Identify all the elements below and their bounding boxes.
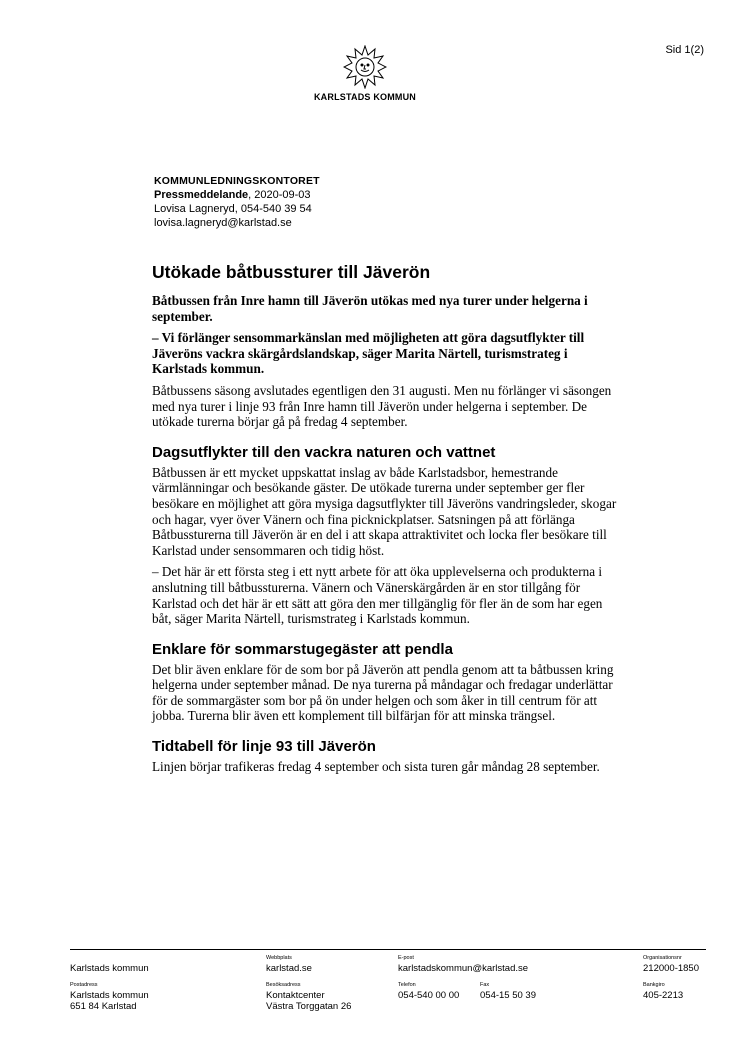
footer-visit-line-1: Kontaktcenter	[266, 990, 325, 1001]
section-heading-3: Tidtabell för linje 93 till Jäverön	[152, 738, 376, 756]
contact-line: Lovisa Lagneryd, 054-540 39 54	[154, 203, 312, 215]
article	[152, 262, 622, 781]
footer-phone: 054-540 00 00	[398, 990, 460, 1001]
section-heading-2: Enklare för sommarstugegäster att pendla	[152, 640, 453, 658]
footer-bankgiro: 405-2213	[643, 990, 684, 1001]
doc-date: , 2020-09-03	[248, 189, 311, 201]
lead-paragraph-1: Båtbussen från Inre hamn till Jäverön utökas med nya turer under helgerna i september.	[152, 293, 588, 324]
footer-post-line-2: 651 84 Karlstad	[70, 1001, 137, 1012]
footer-orgnr-label: Organisationsnr	[643, 955, 682, 961]
footer-orgnr: 212000-1850	[643, 963, 699, 974]
footer-fax: 054-15 50 39	[480, 990, 536, 1001]
body-paragraph-1: Båtbussens säsong avslutades egentligen den 31 augusti. Men nu förlänger vi säsongen med nya turer i linje 93 från Inre hamn till Jäverön under helgerna i september. De utökade turerna börjar gå på fredag 4 september.	[152, 382, 612, 430]
footer-web-label: Webbplats	[266, 955, 292, 961]
logo-text: KARLSTADS KOMMUN	[313, 92, 417, 102]
body-paragraph-4: Det blir även enklare för de som bor på Jäverön att pendla genom att ta båtbussen kring helgerna under september månad. De nya turerna på måndagar och fredagar underlättar för de sommargäster som bor på ön under helgen och som åker in till centrum för att jobba. Turerna blir även ett komplement till bilfärjan för att minska trängsel.	[152, 661, 614, 724]
footer-fax-label: Fax	[480, 982, 490, 988]
lead-paragraph-2: – Vi förlänger sensommarkänslan med möjligheten att göra dagsutflykter till Jäveröns vackra skärgårdslandskap, säger Marita Närtell, turismstrateg i Karlstads kommun.	[152, 330, 585, 377]
contact-email: lovisa.lagneryd@karlstad.se	[154, 217, 292, 229]
footer-post-line-1: Karlstads kommun	[70, 990, 149, 1001]
footer-email-label: E-post	[398, 955, 414, 961]
department-name: KOMMUNLEDNINGSKONTORET	[154, 175, 320, 187]
sun-emblem-icon	[343, 45, 387, 89]
page-number: Sid 1(2)	[665, 44, 704, 56]
footer-org-name: Karlstads kommun	[70, 963, 149, 974]
body-paragraph-2: Båtbussen är ett mycket uppskattat inslag av både Karlstadsbor, hemestrande värmlänningar och besökande gäster. De utökade turerna under september ger fler besökare en möjlighet att göra mysiga dagsutflykter till Jäveröns vandringsleder, skogar och hagar, vyer över Vänern och fina picknickplatser. Satsningen på att förlänga Båtbussturerna till Jäverön är en del i att skapa attraktivitet och locka fler besökare till Karlstad under sensommaren och tidig höst.	[152, 464, 617, 558]
doc-type: Pressmeddelande	[154, 189, 249, 201]
footer-web-link[interactable]: karlstad.se	[266, 963, 312, 974]
footer-divider	[70, 949, 706, 950]
footer-visit-line-2: Västra Torggatan 26	[266, 1001, 352, 1012]
footer-email-link[interactable]: karlstadskommun@karlstad.se	[398, 963, 529, 974]
body-paragraph-3: – Det här är ett första steg i ett nytt arbete för att öka upplevelserna och produkterna i anslutning till båtbussturerna. Vänern och Vänerskärgården är en stor tillgång för Karlstad och det här är ett sätt att göra den mer tillgänglig för fler än de som har egen båt, säger Marita Närtell, turismstrateg i Karlstads kommun.	[152, 564, 603, 627]
article-title: Utökade båtbussturer till Jäverön	[152, 262, 431, 282]
section-heading-1: Dagsutflykter till den vackra naturen och vattnet	[152, 443, 496, 461]
footer-bankgiro-label: Bankgiro	[643, 982, 665, 988]
footer-visit-label: Besöksadress	[266, 982, 301, 988]
footer-post-label: Postadress	[70, 982, 98, 988]
sender-info	[154, 174, 320, 230]
body-paragraph-5: Linjen börjar trafikeras fredag 4 september och sista turen går måndag 28 september.	[152, 759, 600, 775]
doc-type-line	[154, 188, 320, 202]
footer-phone-label: Telefon	[398, 982, 416, 988]
